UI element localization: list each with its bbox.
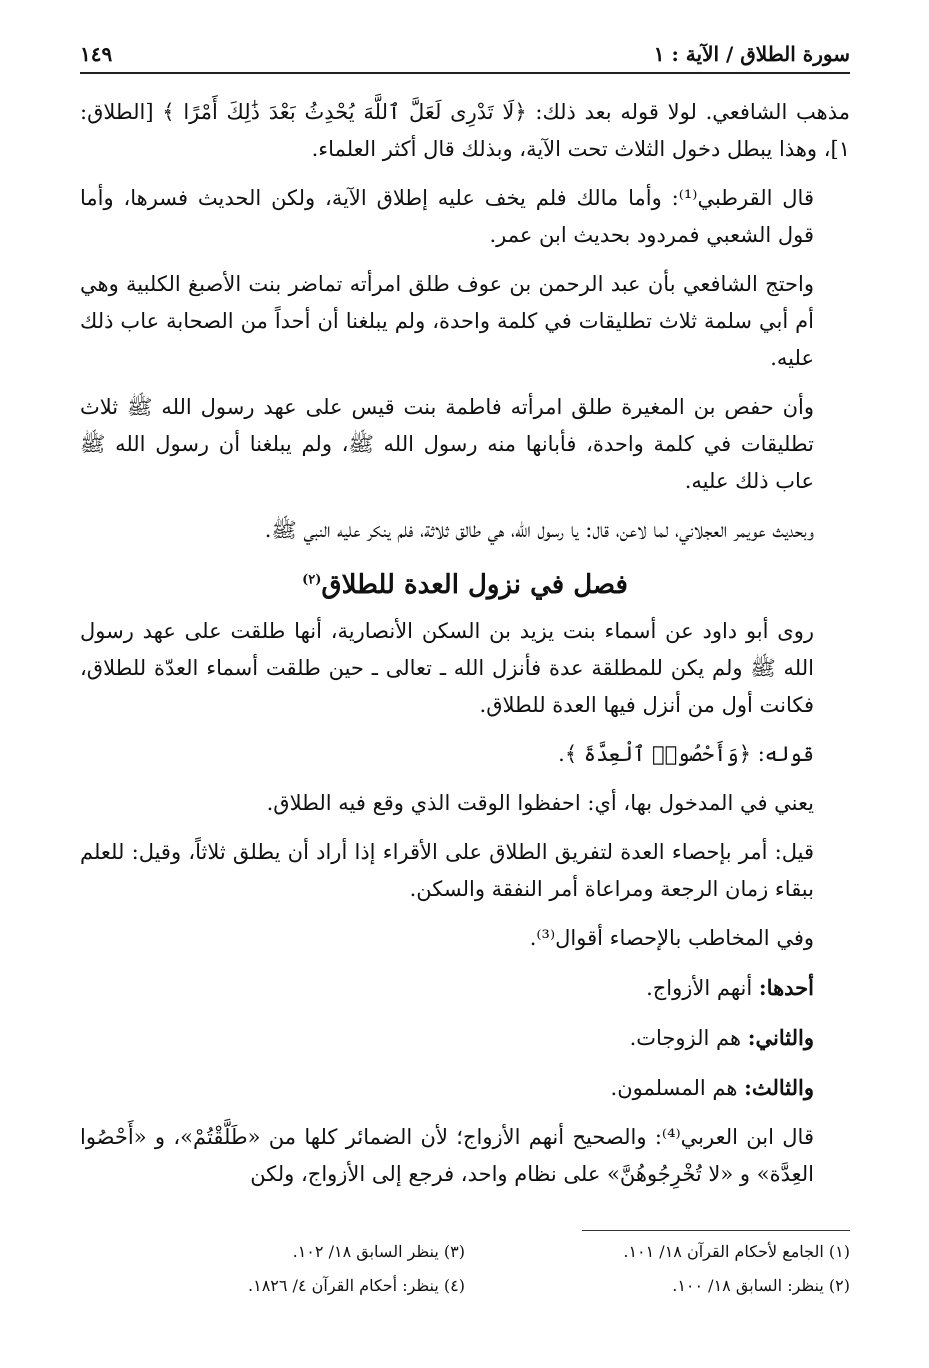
saying-text: أنهم الأزواج. — [646, 976, 753, 1000]
footnote-row — [80, 1242, 850, 1276]
saying-item — [80, 1069, 850, 1107]
footnotes — [80, 1242, 850, 1310]
paragraph: قال القرطبي⁽¹⁾: وأما مالك فلم يخف عليه إطلاق الآية، ولكن الحديث فسرها، وأما قول الشعبي فمردود بحديث ابن عمر. — [80, 186, 814, 247]
section-heading-text: فصل في نزول العدة للطلاق — [321, 570, 628, 600]
section-heading-footnote-ref: (٢) — [302, 572, 322, 588]
saying-lead: أحدها: — [758, 975, 814, 1000]
paragraph: وفي المخاطب بالإحصاء أقوال⁽³⁾. — [529, 926, 814, 950]
paragraph: قال ابن العربي⁽⁴⁾: والصحيح أنهم الأزواج؛ لأن الضمائر كلها من «طَلَّقْتُمْ»، و «أَحْصُوا العِدَّة» و «لا تُخْرِجُوهُنَّ» على نظام واحد، فرجع إلى الأزواج، ولكن — [80, 1125, 814, 1186]
paragraph: روى أبو داود عن أسماء بنت يزيد بن السكن الأنصارية، أنها طلقت على عهد رسول الله ﷺ ولم يكن للمطلقة عدة فأنزل الله ـ تعالى ـ حين طلقت أسماء العدّة للطلاق، فكانت أول من أنزل فيها العدة للطلاق. — [80, 619, 814, 717]
footnote-separator — [582, 1230, 850, 1231]
saying-text: هم الزوجات. — [629, 1026, 742, 1050]
book-page — [80, 38, 850, 1205]
paragraph: يعني في المدخول بها، أي: احفظوا الوقت الذي وقع فيه الطلاق. — [266, 791, 814, 815]
saying-lead: والثالث: — [744, 1075, 814, 1100]
section-heading — [80, 563, 850, 607]
paragraph: قوله: ﴿وَأَحْصُوا۟ ٱلْعِدَّةَ ﴾. — [558, 742, 814, 766]
header-title: سورة الطلاق / الآية : ١ — [653, 42, 850, 66]
paragraph: قيل: أمر بإحصاء العدة لتفريق الطلاق على الأقراء إذا أراد أن يطلق ثلاثاً، وقيل: للعلم ببقاء زمان الرجعة ومراعاة أمر النفقة والسكن. — [80, 840, 814, 901]
running-header — [80, 38, 850, 74]
page-body — [80, 94, 850, 1193]
footnote-row — [80, 1276, 850, 1310]
footnote: (٢) ينظر: السابق ١٨/ ١٠٠. — [672, 1276, 850, 1295]
saying-item — [80, 969, 850, 1007]
footnote: (٣) ينظر السابق ١٨/ ١٠٢. — [292, 1242, 465, 1261]
saying-text: هم المسلمون. — [610, 1076, 738, 1100]
paragraph: واحتج الشافعي بأن عبد الرحمن بن عوف طلق امرأته تماضر بنت الأصبغ الكلبية وهي أم أبي سلمة ثلاث تطليقات في كلمة واحدة، ولم يبلغنا أن أحداً من الصحابة عاب ذلك عليه. — [80, 272, 814, 370]
footnote: (١) الجامع لأحكام القرآن ١٨/ ١٠١. — [623, 1242, 850, 1261]
paragraph: وبحديث عويمر العجلاني، لما لاعن، قال: يا رسول الله، هي طالق ثلاثة، فلم ينكر عليه النبي ﷺ. — [264, 518, 814, 542]
saying-lead: والثاني: — [747, 1025, 814, 1050]
page-number: ١٤٩ — [80, 42, 113, 66]
paragraph: مذهب الشافعي. لولا قوله بعد ذلك: ﴿لَا تَدْرِى لَعَلَّ ٱللَّهَ يُحْدِثُ بَعْدَ ذَٰلِكَ أَمْرًا ﴾ [الطلاق: ١]، وهذا يبطل دخول الثلاث تحت الآية، وبذلك قال أكثر العلماء. — [80, 100, 850, 161]
footnote: (٤) ينظر: أحكام القرآن ٤/ ١٨٢٦. — [248, 1276, 465, 1295]
paragraph: وأن حفص بن المغيرة طلق امرأته فاطمة بنت قيس على عهد رسول الله ﷺ ثلاث تطليقات في كلمة واحدة، فأبانها منه رسول الله ﷺ، ولم يبلغنا أن رسول الله ﷺ عاب ذلك عليه. — [80, 395, 814, 493]
saying-item — [80, 1019, 850, 1057]
